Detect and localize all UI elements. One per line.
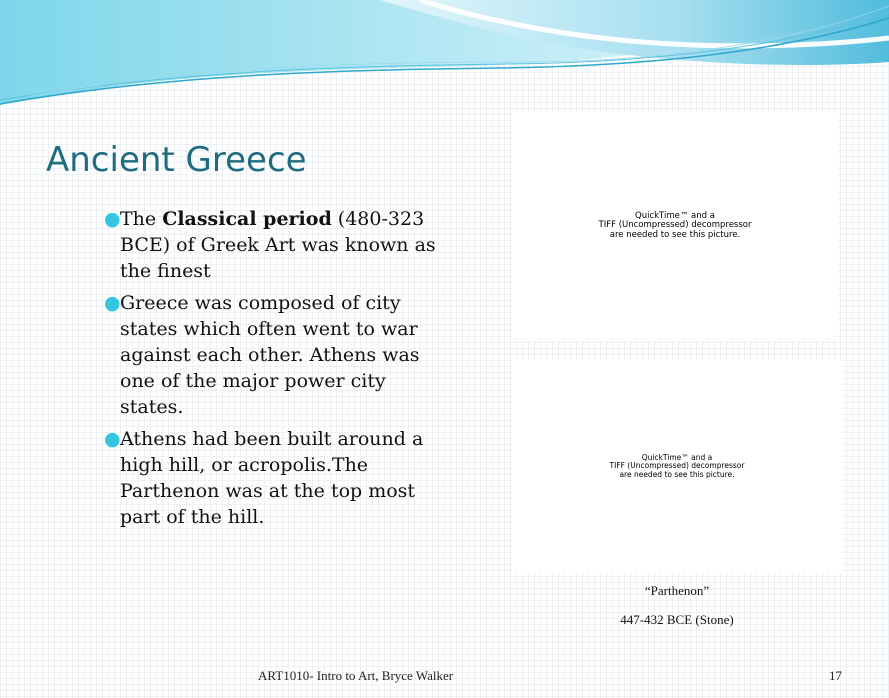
footer-text: ART1010- Intro to Art, Bryce Walker	[258, 668, 454, 683]
bullet-text	[108, 290, 453, 420]
picture-placeholder-text: are needed to see this picture.	[609, 229, 741, 240]
bullet-dot-icon: ●	[104, 428, 121, 450]
bullet-item	[104, 290, 453, 420]
bullet-text-part: Athens had been built around a high hill, or acropolis.The Parthenon was at the top most part of the hill.	[120, 428, 424, 528]
bullet-text-part: Greece was composed of city states which often went to war against each other. Athens was one of the major power city states.	[120, 292, 420, 418]
bullet-dot-icon: ●	[104, 208, 121, 230]
header-wave-decoration	[0, 0, 889, 120]
bullet-item	[104, 206, 453, 284]
bullet-list	[104, 206, 453, 536]
page-number: 17	[829, 668, 842, 683]
picture-placeholder-text: QuickTime™ and a	[635, 210, 715, 221]
picture-placeholder-text: QuickTime™ and a	[641, 452, 713, 462]
slide-title: Ancient Greece	[46, 140, 307, 180]
bullet-text-part: (480-323 BCE) of Greek Art was known as the finest	[120, 208, 436, 282]
bullet-text-bold-part: Classical period	[162, 208, 332, 230]
picture-placeholder-bottom	[512, 360, 842, 573]
bullet-text	[108, 206, 453, 284]
bullet-item	[104, 426, 453, 530]
bullet-text-part: The	[120, 208, 163, 230]
image-caption-title: “Parthenon”	[644, 583, 710, 598]
image-caption-date: 447-432 BCE (Stone)	[620, 612, 734, 627]
bullet-dot-icon: ●	[104, 292, 121, 314]
picture-placeholder-top	[512, 112, 838, 340]
picture-placeholder-text: TIFF (Uncompressed) decompressor	[598, 220, 752, 231]
picture-placeholder-text: TIFF (Uncompressed) decompressor	[609, 461, 745, 471]
picture-placeholder-text: are needed to see this picture.	[619, 469, 735, 479]
bullet-text	[108, 426, 453, 530]
